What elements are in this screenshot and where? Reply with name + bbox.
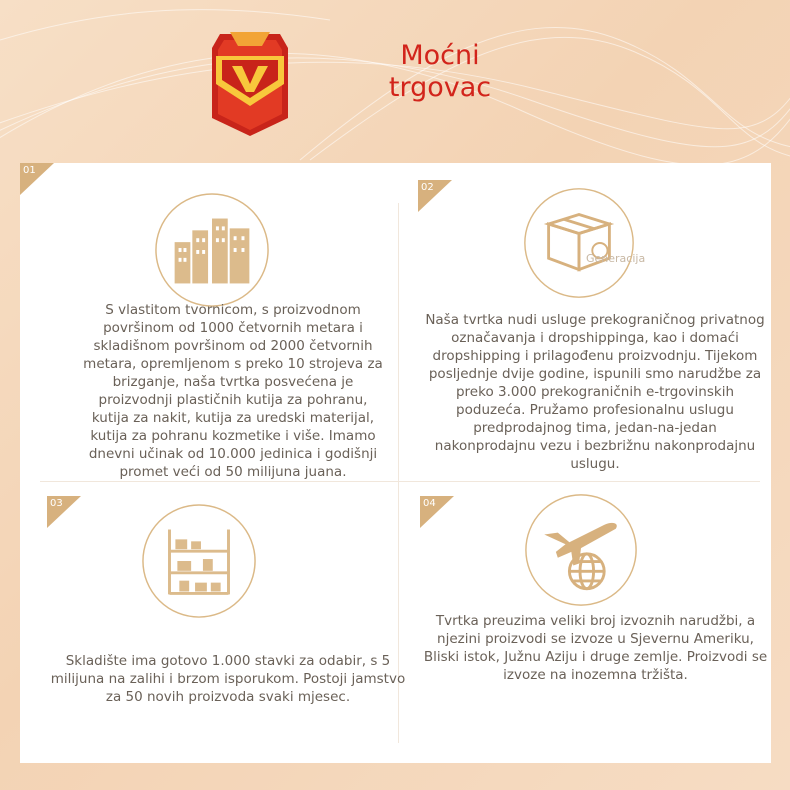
feature-number: 03: [50, 498, 63, 509]
package-box-icon: [522, 186, 636, 300]
feature-number: 04: [423, 498, 436, 509]
factory-buildings-icon: [153, 191, 271, 309]
feature-card-02: [418, 180, 771, 490]
package-box-icon-label: Generacija: [586, 252, 646, 265]
brand-logo-icon: [212, 26, 288, 136]
feature-card-03: [47, 496, 407, 756]
feature-description: Tvrtka preuzima veliki broj izvoznih narudžbi, a njezini proizvodi se izvoze u Sjevernu Ameriku, Bliski istok, Južnu Aziju i druge zemlje. Proizvodi se izvoze na inozemna tržišta.: [423, 613, 768, 683]
brand-name: [380, 40, 500, 104]
feature-card-01: [20, 163, 398, 493]
airplane-globe-icon: [523, 492, 639, 608]
feature-description: Skladište ima gotovo 1.000 stavki za odabir, s 5 milijuna na zalihi i brzom isporukom. Postoji jamstvo za 50 novih proizvoda svaki mjesec.: [50, 653, 406, 705]
feature-card-04: [420, 496, 771, 756]
feature-description: S vlastitom tvornicom, s proizvodnom površinom od 1000 četvornih metara i skladišnom površinom od 2000 četvornih metara, opremljenom s preko 10 strojeva za brizganje, naša tvrtka posvećena je proizvodnji plastičnih kutija za pohranu, kutija za nakit, kutija za uredski materijal, kutija za pohranu kozmetike i više. Imamo dnevni učinak od 10.000 jedinica i godišnji promet veći od 50 milijuna juana.: [83, 302, 383, 480]
feature-number: 01: [23, 165, 36, 176]
brand-name-line1: Moćni: [400, 40, 480, 71]
feature-number: 02: [421, 182, 434, 193]
brand-name-line2: trgovac: [388, 72, 492, 103]
feature-description: Naša tvrtka nudi usluge prekograničnog privatnog označavanja i dropshippinga, kao i domaći dropshipping i prilagođenu proizvodnju. Tijekom posljednje dvije godine, ispunili smo narudžbe za preko 3.000 prekograničnih e-trgovinskih poduzeća. Pružamo profesionalnu uslugu predprodajnog tima, jedan-na-jedan nakonprodajnu vezu i bezbrižnu nakonprodajnu uslugu.: [425, 312, 765, 472]
warehouse-shelves-icon: [140, 502, 258, 620]
features-panel: [20, 163, 771, 763]
